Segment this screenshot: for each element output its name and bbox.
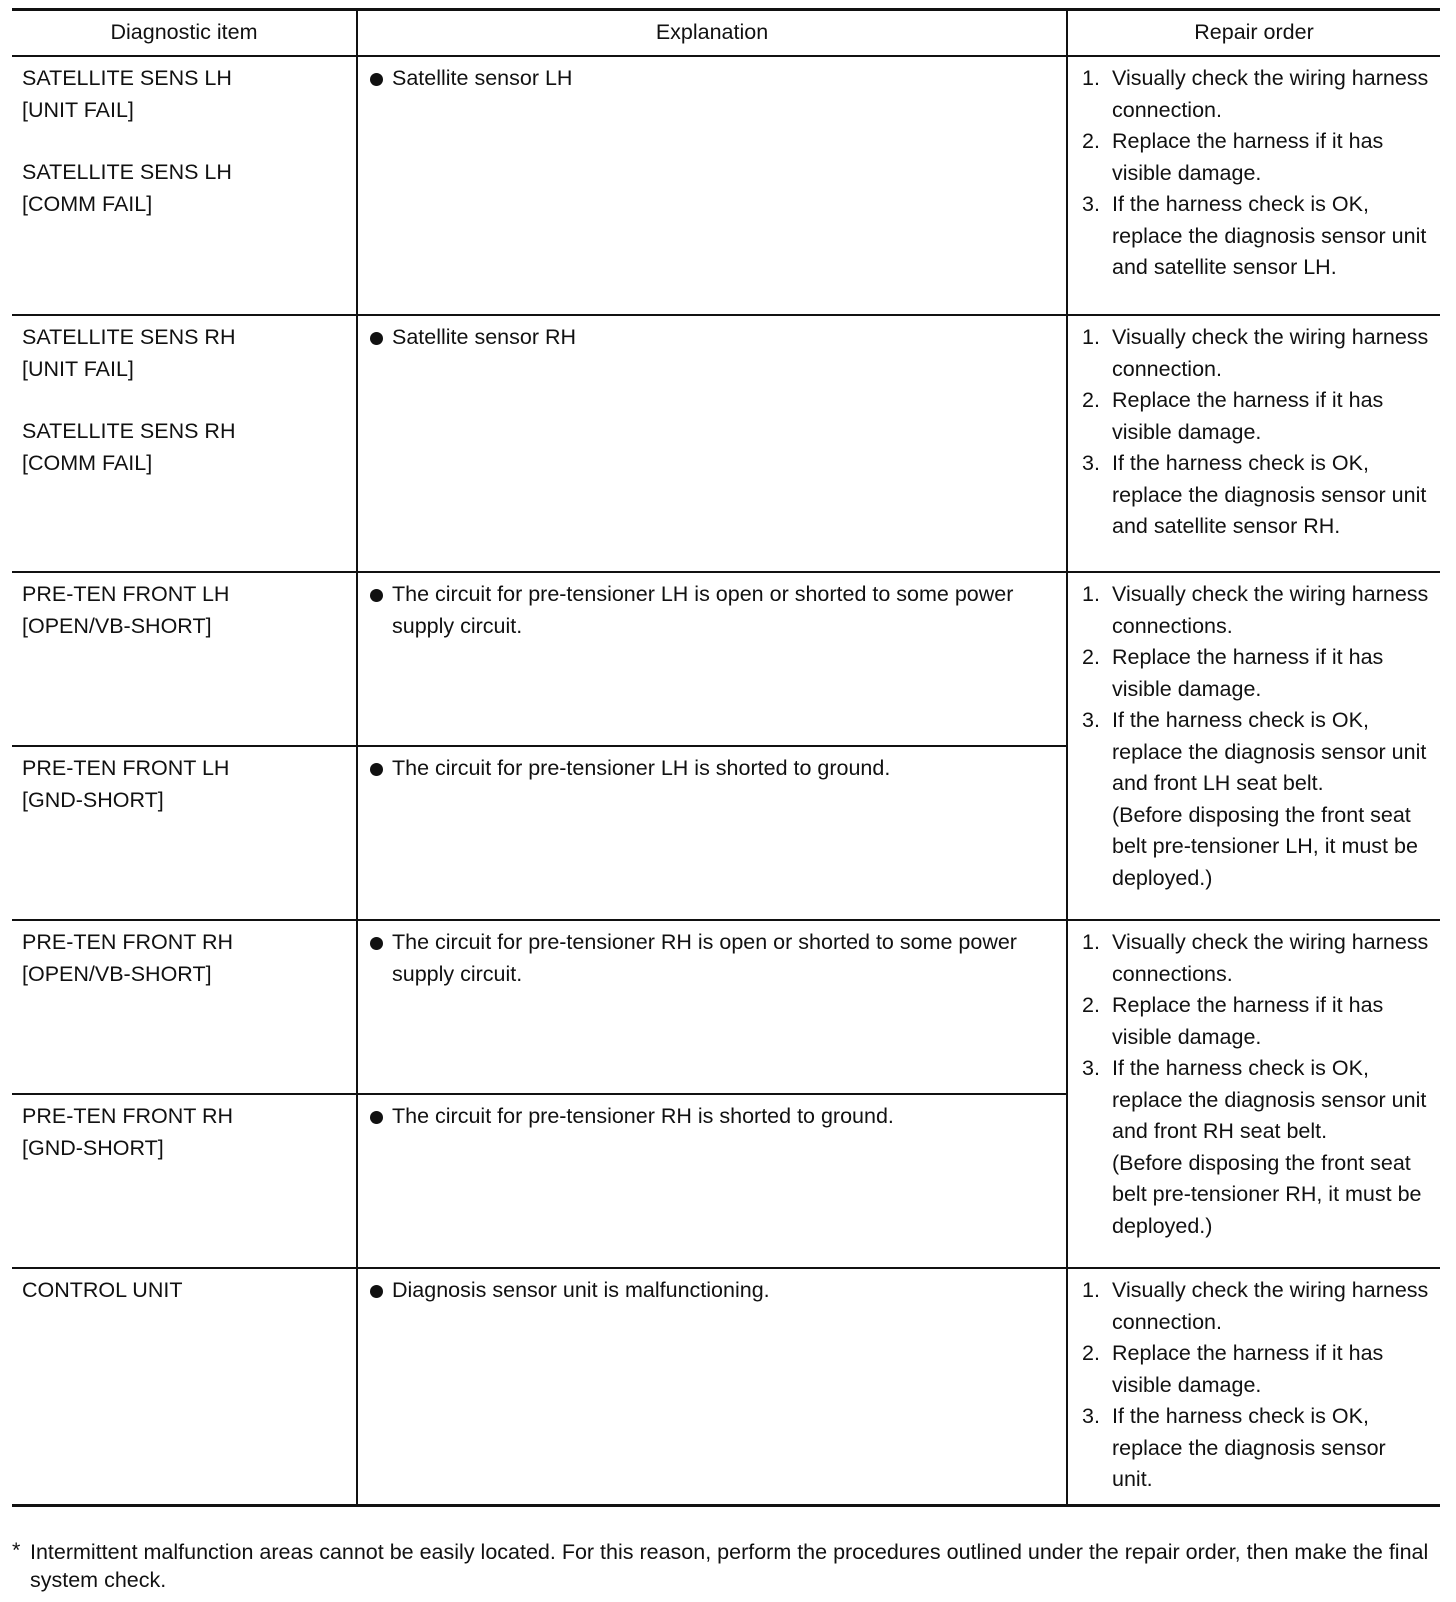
repair-step: 2. Replace the harness if it has visible damage.: [1082, 129, 1384, 185]
repair-order-cell: [1067, 1268, 1440, 1505]
item-code: PRE-TEN FRONT RH: [22, 1104, 234, 1128]
footnote: [12, 1538, 1432, 1594]
diagnostic-item: [22, 157, 346, 220]
repair-step: 1. Visually check the wiring harness connections.: [1082, 930, 1429, 986]
item-code: PRE-TEN FRONT RH: [22, 930, 234, 954]
explanation-text: Satellite sensor RH: [392, 325, 577, 349]
explanation-cell: [357, 746, 1067, 920]
diagnostic-item: [22, 322, 346, 385]
diagnostic-item-cell: [12, 1094, 357, 1268]
diagnostic-item: [22, 753, 346, 816]
diagnostic-item: [22, 1275, 346, 1307]
explanation-cell: [357, 920, 1067, 1094]
explanation-text: The circuit for pre-tensioner RH is open or shorted to some power supply circuit.: [392, 930, 1017, 986]
explanation-cell: [357, 315, 1067, 572]
bullet-icon: [370, 332, 383, 345]
explanation-cell: [357, 1268, 1067, 1505]
item-status: [GND-SHORT]: [22, 1135, 164, 1160]
repair-steps: [1078, 579, 1430, 894]
repair-order-cell: [1067, 920, 1440, 1268]
repair-step: 2. Replace the harness if it has visible damage.: [1082, 645, 1384, 701]
bullet-icon: [370, 73, 383, 86]
diagnostic-item-cell: [12, 56, 357, 315]
footnote-mark: *: [12, 1538, 21, 1562]
bullet-icon: [370, 937, 383, 950]
table-row: [12, 1268, 1440, 1505]
item-status: [OPEN/VB-SHORT]: [22, 613, 212, 638]
item-code: SATELLITE SENS LH: [22, 66, 232, 90]
explanation-text: Diagnosis sensor unit is malfunctioning.: [392, 1278, 770, 1302]
explanation-text: Satellite sensor LH: [392, 66, 573, 90]
explanation-cell: [357, 56, 1067, 315]
repair-steps: [1078, 322, 1430, 543]
explanation: [368, 322, 1056, 354]
repair-step: 2. Replace the harness if it has visible damage.: [1082, 388, 1384, 444]
table-header-row: [12, 10, 1440, 57]
explanation-cell: [357, 1094, 1067, 1268]
diagnostic-table-container: [12, 8, 1440, 1507]
diagnostic-item: [22, 927, 346, 990]
item-status: [UNIT FAIL]: [22, 356, 134, 381]
item-status: [UNIT FAIL]: [22, 97, 134, 122]
diagnostic-item: [22, 579, 346, 642]
header-repair-order: Repair order: [1067, 10, 1440, 57]
diagnostic-item: [22, 63, 346, 126]
table-row: [12, 56, 1440, 315]
repair-note: (Before disposing the front seat belt pre-tensioner LH, it must be deployed.): [1112, 802, 1418, 890]
item-code: SATELLITE SENS RH: [22, 419, 236, 443]
item-code: SATELLITE SENS RH: [22, 325, 236, 349]
explanation: [368, 579, 1056, 642]
repair-step: 1. Visually check the wiring harness connection.: [1082, 325, 1429, 381]
explanation: [368, 63, 1056, 95]
repair-steps: [1078, 63, 1430, 284]
explanation: [368, 1275, 1056, 1307]
repair-step: 2. Replace the harness if it has visible damage.: [1082, 993, 1384, 1049]
repair-step: 3. If the harness check is OK, replace the diagnosis sensor unit and satellite sensor RH.: [1082, 451, 1427, 538]
table-row: [12, 920, 1440, 1094]
repair-order-cell: [1067, 315, 1440, 572]
item-code: CONTROL UNIT: [22, 1278, 183, 1302]
repair-steps: [1078, 927, 1430, 1242]
diagnostic-item-cell: [12, 746, 357, 920]
diagnostic-item: [22, 416, 346, 479]
diagnostic-table: [12, 8, 1440, 1507]
item-code: PRE-TEN FRONT LH: [22, 582, 230, 606]
item-code: SATELLITE SENS LH: [22, 160, 232, 184]
header-diagnostic-item: Diagnostic item: [12, 10, 357, 57]
repair-step: 3. If the harness check is OK, replace the diagnosis sensor unit.: [1082, 1404, 1386, 1491]
repair-order-cell: [1067, 572, 1440, 920]
table-row: [12, 315, 1440, 572]
explanation: [368, 1101, 1056, 1133]
diagnostic-item-cell: [12, 315, 357, 572]
item-status: [OPEN/VB-SHORT]: [22, 961, 212, 986]
repair-steps: [1078, 1275, 1430, 1496]
repair-order-cell: [1067, 56, 1440, 315]
diagnostic-item-cell: [12, 920, 357, 1094]
table-row: [12, 572, 1440, 746]
item-code: PRE-TEN FRONT LH: [22, 756, 230, 780]
repair-step: 3. If the harness check is OK, replace the diagnosis sensor unit and satellite sensor LH.: [1082, 192, 1427, 279]
repair-step: 3. If the harness check is OK, replace the diagnosis sensor unit and front LH seat belt. (Before disposing the front seat belt pre-tensioner LH, it must be deployed.): [1078, 705, 1430, 894]
bullet-icon: [370, 1111, 383, 1124]
explanation-cell: [357, 572, 1067, 746]
diagnostic-item: [22, 1101, 346, 1164]
explanation-text: The circuit for pre-tensioner RH is shorted to ground.: [392, 1104, 894, 1128]
repair-step: 3. If the harness check is OK, replace the diagnosis sensor unit and front RH seat belt. (Before disposing the front seat belt pre-tensioner RH, it must be deployed.): [1078, 1053, 1430, 1242]
bullet-icon: [370, 1285, 383, 1298]
explanation-text: The circuit for pre-tensioner LH is open or shorted to some power supply circuit.: [392, 582, 1014, 638]
explanation: [368, 753, 1056, 785]
repair-note: (Before disposing the front seat belt pre-tensioner RH, it must be deployed.): [1112, 1150, 1422, 1238]
header-explanation: Explanation: [357, 10, 1067, 57]
bullet-icon: [370, 589, 383, 602]
explanation: [368, 927, 1056, 990]
repair-step: 1. Visually check the wiring harness connection.: [1082, 66, 1429, 122]
bullet-icon: [370, 763, 383, 776]
repair-step: 2. Replace the harness if it has visible damage.: [1082, 1341, 1384, 1397]
diagnostic-item-cell: [12, 1268, 357, 1505]
item-status: [GND-SHORT]: [22, 787, 164, 812]
diagnostic-item-cell: [12, 572, 357, 746]
item-status: [COMM FAIL]: [22, 450, 153, 475]
repair-step: 1. Visually check the wiring harness connection.: [1082, 1278, 1429, 1334]
explanation-text: The circuit for pre-tensioner LH is shorted to ground.: [392, 756, 891, 780]
item-status: [COMM FAIL]: [22, 191, 153, 216]
repair-step: 1. Visually check the wiring harness connections.: [1082, 582, 1429, 638]
footnote-text: Intermittent malfunction areas cannot be easily located. For this reason, perform the procedures outlined under the repair order, then make the final system check.: [30, 1540, 1429, 1592]
